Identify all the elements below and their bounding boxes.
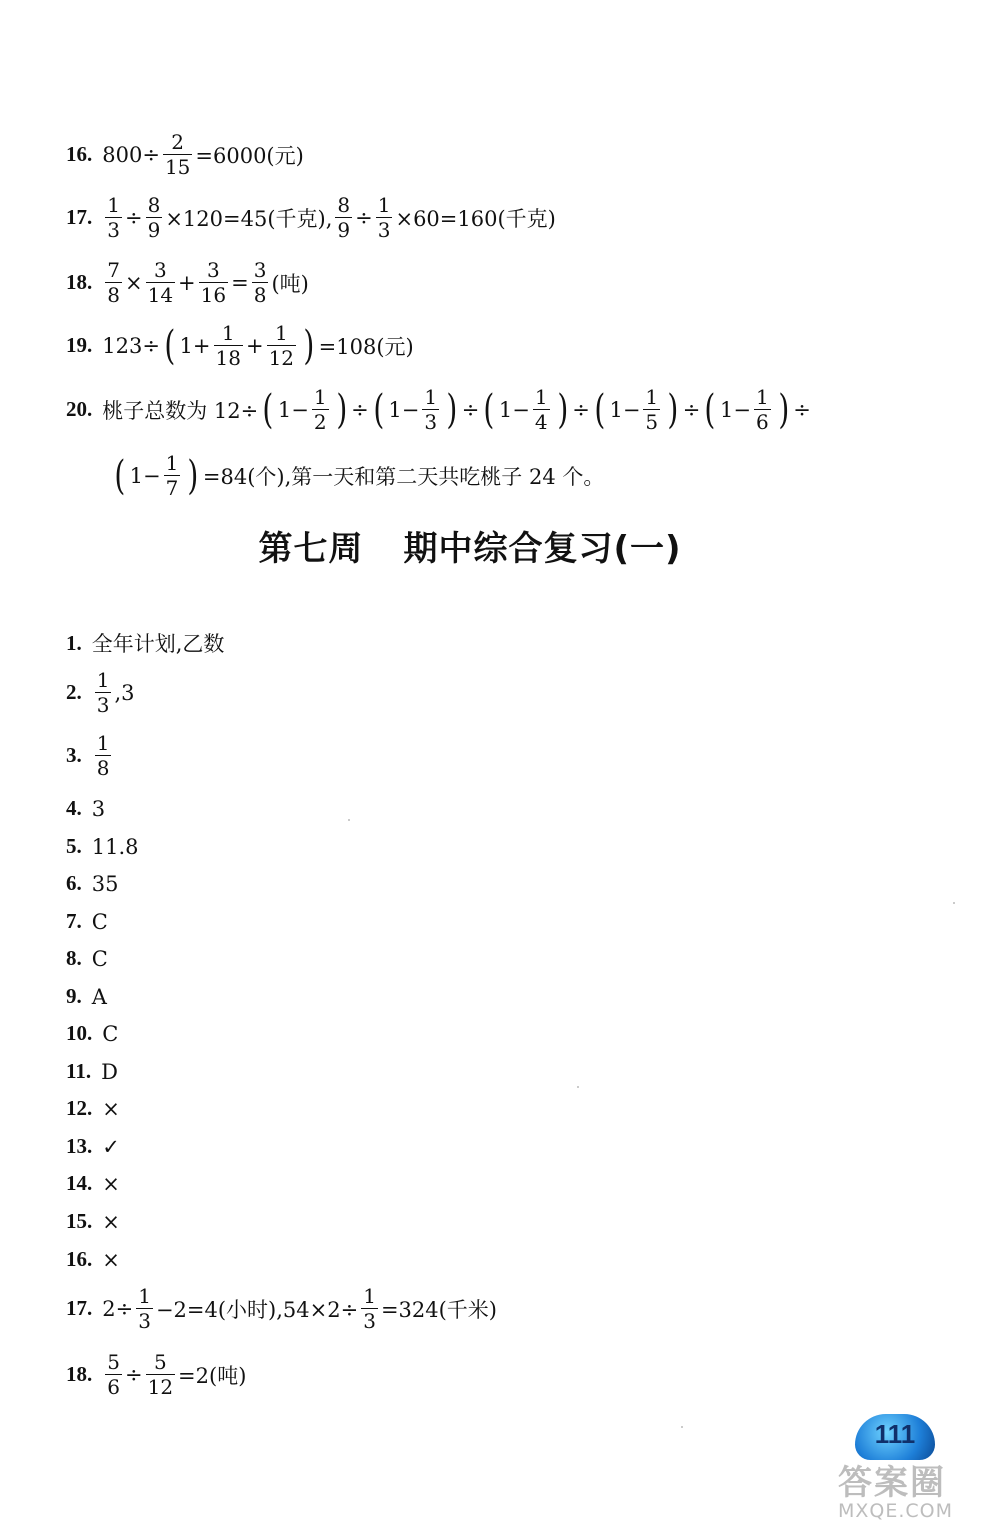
answer-text: D: [101, 1059, 118, 1084]
answer-p2-1: [66, 628, 224, 658]
expr-text: 1−: [719, 397, 751, 422]
answer-number: 17.: [66, 1296, 93, 1320]
answer-p2-10: [66, 1021, 118, 1046]
answer-text: C: [91, 909, 108, 934]
expr-text: +: [178, 270, 196, 295]
expr-text: =324(千米): [380, 1297, 498, 1322]
scan-speck: [681, 1426, 683, 1428]
denominator: 6: [755, 410, 769, 434]
numerator: 1: [363, 1284, 376, 1308]
expr-text: 1−: [609, 397, 641, 422]
fraction: [95, 733, 112, 778]
expr-text: 1+: [179, 333, 211, 358]
fraction: [146, 260, 175, 305]
answer-number: 3.: [66, 743, 82, 767]
denominator: 16: [200, 283, 227, 307]
answer-20-continued: [110, 453, 604, 498]
expr-text: =2(吨): [178, 1363, 247, 1388]
answer-number: 19.: [66, 333, 93, 357]
answer-p2-15: [66, 1209, 120, 1234]
section-title-week: 第七周: [258, 529, 364, 569]
fraction: [214, 323, 243, 368]
fraction: [146, 195, 163, 240]
denominator: 8: [107, 283, 120, 307]
numerator: 1: [313, 385, 327, 409]
expr-text: ÷: [124, 205, 143, 230]
denominator: 7: [165, 476, 179, 500]
numerator: 3: [207, 258, 220, 282]
numerator: 1: [534, 385, 548, 409]
fraction: [376, 195, 393, 240]
answer-number: 4.: [66, 796, 82, 820]
answer-number: 18.: [66, 1362, 93, 1386]
fraction: [146, 1352, 175, 1397]
expr-text: ÷: [355, 205, 373, 230]
denominator: 3: [363, 1309, 376, 1333]
expr-text: =108(元): [318, 334, 414, 359]
answer-17: [66, 195, 556, 240]
answer-number: 16.: [66, 142, 93, 166]
numerator: 5: [107, 1350, 120, 1374]
numerator: 1: [377, 193, 391, 217]
right-paren: ): [667, 386, 679, 433]
right-paren: ): [556, 386, 568, 433]
expr-text: =6000(元): [195, 143, 304, 168]
answer-p2-9: [66, 984, 107, 1009]
right-paren: ): [778, 386, 789, 433]
expr-text: 800÷: [102, 142, 160, 167]
numerator: 1: [755, 385, 769, 409]
answer-p2-7: [66, 909, 108, 934]
answer-text: C: [91, 946, 108, 971]
answer-text: ,3: [114, 680, 135, 705]
answer-p2-14: [66, 1171, 120, 1196]
right-paren: ): [446, 386, 458, 433]
answer-text: C: [102, 1021, 119, 1046]
fraction: [163, 132, 192, 177]
expr-text: (吨): [271, 271, 309, 296]
fraction: [312, 387, 329, 432]
numerator: 1: [424, 385, 438, 409]
expr-text: 1−: [277, 397, 309, 422]
fraction: [95, 670, 112, 715]
fraction: [252, 260, 269, 305]
scan-speck: [953, 902, 955, 904]
answer-text: ×: [102, 1209, 120, 1234]
scan-speck: [348, 819, 350, 821]
expr-text: 1−: [498, 397, 530, 422]
expr-text: ×60=160(千克): [395, 206, 556, 231]
answer-number: 20.: [66, 397, 93, 421]
expr-text: =84(个),第一天和第二天共吃桃子 24 个。: [202, 464, 605, 489]
fraction: [105, 195, 122, 240]
denominator: 9: [147, 218, 161, 242]
right-paren: ): [335, 386, 347, 433]
expr-text: =: [231, 270, 249, 295]
answer-p2-18: [66, 1352, 246, 1397]
fraction: [754, 387, 771, 432]
denominator: 14: [147, 283, 174, 307]
left-paren: (: [164, 322, 176, 369]
expr-text: 123÷: [102, 333, 160, 358]
answer-number: 9.: [66, 984, 82, 1008]
denominator: 2: [313, 410, 327, 434]
right-paren: ): [303, 322, 315, 369]
answer-number: 14.: [66, 1171, 93, 1195]
denominator: 8: [253, 283, 267, 307]
answer-number: 16.: [66, 1247, 93, 1271]
fraction: [533, 387, 550, 432]
expr-text: 2÷: [102, 1296, 134, 1321]
section-title-topic: 期中综合复习(一): [403, 529, 682, 569]
answer-p2-12: [66, 1096, 120, 1121]
answer-number: 13.: [66, 1134, 93, 1158]
denominator: 12: [147, 1375, 174, 1399]
denominator: 15: [164, 155, 191, 179]
numerator: 1: [165, 451, 179, 475]
answer-p2-13: [66, 1134, 120, 1159]
numerator: 8: [147, 193, 161, 217]
answer-number: 5.: [66, 834, 82, 858]
denominator: 3: [96, 693, 110, 717]
expr-text: ÷: [461, 397, 480, 422]
scan-speck: [577, 1086, 579, 1088]
answer-number: 2.: [66, 680, 82, 704]
denominator: 4: [534, 410, 548, 434]
numerator: 1: [274, 321, 288, 345]
numerator: 1: [221, 321, 235, 345]
denominator: 5: [645, 410, 659, 434]
numerator: 1: [138, 1284, 151, 1308]
answer-p2-6: [66, 871, 118, 896]
answer-18: [66, 260, 309, 305]
answer-number: 10.: [66, 1021, 93, 1045]
expr-text: −2=4(小时),54×2÷: [155, 1297, 359, 1322]
answer-number: 12.: [66, 1096, 93, 1120]
expr-text: ÷: [351, 397, 369, 422]
answer-text: ×: [102, 1171, 120, 1196]
answer-p2-4: [66, 796, 105, 821]
numerator: 1: [96, 731, 110, 755]
fraction: [199, 260, 228, 305]
fraction: [136, 1286, 153, 1331]
answer-text: A: [91, 984, 107, 1009]
numerator: 8: [337, 193, 351, 217]
numerator: 7: [107, 258, 120, 282]
fraction: [105, 260, 122, 305]
answer-p2-5: [66, 834, 139, 859]
answer-p2-8: [66, 946, 108, 971]
answer-16: [66, 132, 304, 177]
left-paren: (: [114, 452, 126, 499]
answer-number: 8.: [66, 946, 82, 970]
answer-number: 6.: [66, 871, 82, 895]
fraction: [361, 1286, 378, 1331]
fraction: [164, 453, 181, 498]
answer-p2-11: [66, 1059, 118, 1084]
denominator: 8: [96, 756, 110, 780]
expr-text: ×: [124, 270, 143, 295]
expr-text: 1−: [129, 463, 161, 488]
answer-number: 7.: [66, 909, 82, 933]
left-paren: (: [373, 386, 385, 433]
answer-number: 11.: [66, 1059, 92, 1083]
numerator: 3: [153, 258, 167, 282]
answer-text: 3: [91, 796, 106, 821]
denominator: 18: [215, 346, 241, 370]
numerator: 1: [645, 385, 659, 409]
numerator: 5: [153, 1350, 167, 1374]
denominator: 6: [107, 1375, 120, 1399]
section-title: [0, 521, 940, 570]
left-paren: (: [594, 386, 606, 433]
numerator: 3: [253, 258, 267, 282]
expr-text: 1−: [388, 397, 420, 422]
expr-text: +: [245, 333, 264, 358]
right-paren: ): [187, 452, 199, 499]
fraction: [422, 387, 439, 432]
answer-19: [66, 323, 414, 368]
fraction: [105, 1352, 122, 1397]
answer-text: 11.8: [91, 834, 139, 859]
answer-text: ×: [102, 1247, 120, 1272]
answer-text: ✓: [102, 1134, 120, 1159]
denominator: 12: [268, 346, 295, 370]
answer-text: ×: [102, 1096, 120, 1121]
answer-p2-2: [66, 670, 135, 715]
answer-text: 35: [91, 871, 119, 896]
left-paren: (: [483, 386, 495, 433]
answer-text: 全年计划,乙数: [91, 632, 225, 656]
expr-text: 桃子总数为 12÷: [102, 398, 259, 423]
denominator: 3: [377, 218, 391, 242]
watermark-line2: MXQE.COM: [838, 1500, 954, 1522]
fraction: [267, 323, 296, 368]
numerator: 1: [107, 193, 120, 217]
answer-number: 1.: [66, 630, 82, 655]
expr-text: ÷: [124, 1362, 143, 1387]
left-paren: (: [262, 386, 274, 433]
fraction: [643, 387, 660, 432]
watermark-logo: [838, 1455, 998, 1525]
numerator: 1: [96, 668, 110, 692]
answer-number: 15.: [66, 1209, 93, 1233]
left-paren: (: [704, 386, 716, 433]
answer-p2-3: [66, 733, 114, 778]
denominator: 3: [107, 218, 120, 242]
answer-number: 17.: [66, 205, 93, 229]
fraction: [335, 195, 352, 240]
answer-p2-17: [66, 1286, 497, 1331]
denominator: 9: [337, 218, 351, 242]
answer-20: [66, 387, 811, 432]
expr-text: ÷: [572, 397, 590, 422]
expr-text: ×120=45(千克),: [165, 206, 333, 231]
numerator: 2: [171, 130, 185, 154]
expr-text: ÷: [793, 397, 811, 422]
answer-number: 18.: [66, 270, 93, 294]
answer-p2-16: [66, 1247, 120, 1272]
watermark-line1: 答案圈: [838, 1463, 946, 1503]
expr-text: ÷: [682, 397, 701, 422]
page-number: 111: [855, 1414, 935, 1460]
denominator: 3: [138, 1309, 151, 1333]
denominator: 3: [424, 410, 438, 434]
